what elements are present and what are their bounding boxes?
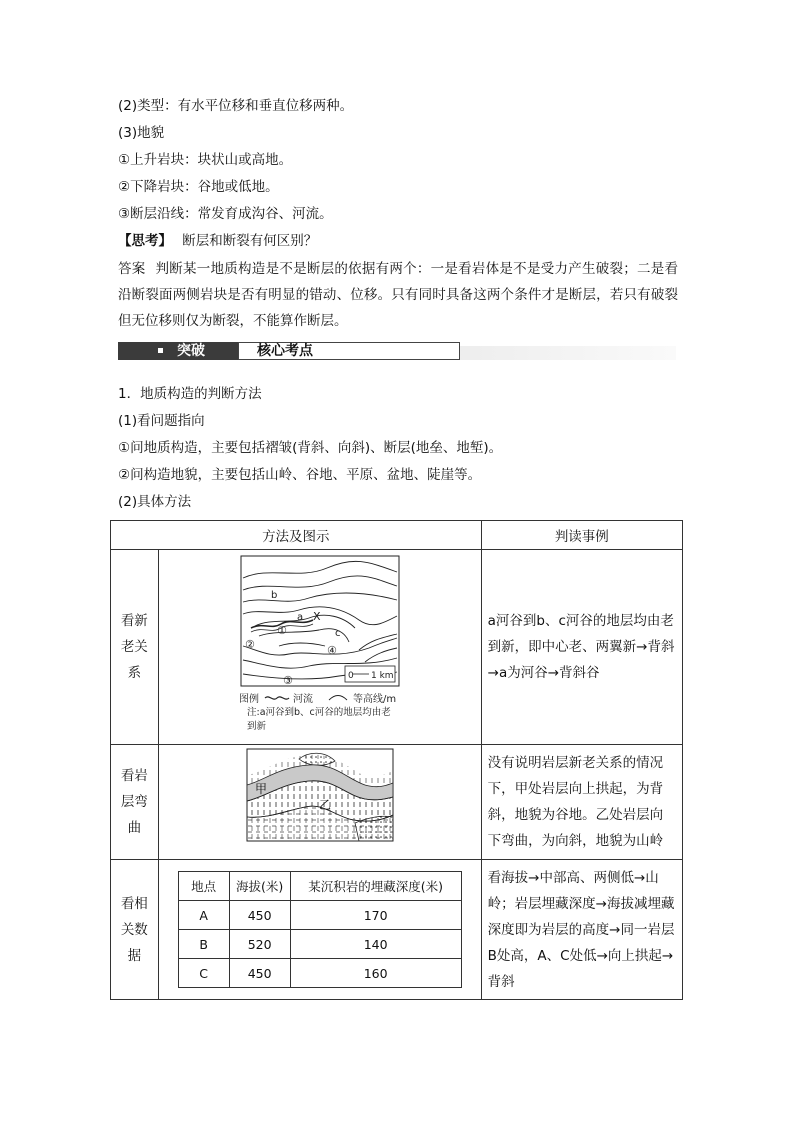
cell-site: B [178, 930, 229, 959]
think-label: 【思考】 [118, 233, 172, 249]
example-bending: 没有说明岩层新老关系的情况下，甲处岩层向上拱起，为背斜，地貌为谷地。乙处岩层向下弯曲，为向斜，地貌为山岭 [481, 745, 682, 860]
figure-cell-strata [158, 745, 481, 860]
inner-header-elevation: 海拔(米) [229, 872, 290, 901]
cell-elevation: 450 [229, 959, 290, 988]
table-header-row [111, 521, 683, 550]
landform-heading: (3)地貌 [118, 125, 165, 141]
cell-depth: 170 [290, 901, 461, 930]
table-row [111, 745, 683, 860]
map-label-4: ④ [326, 644, 337, 657]
legend-prefix: 图例 [238, 694, 259, 705]
methods-heading: 1．地质构造的判断方法 [118, 386, 262, 402]
row-label-old-new: 看新老关系 [111, 550, 159, 745]
inner-header-site: 地点 [178, 872, 229, 901]
table-row [111, 860, 683, 1000]
banner-dark-label: 突破 [177, 343, 205, 359]
river-legend-icon [265, 697, 289, 699]
cell-elevation: 450 [229, 901, 290, 930]
inner-header-depth: 某沉积岩的埋藏深度(米) [290, 872, 461, 901]
methods-table [110, 520, 683, 1000]
cell-elevation: 520 [229, 930, 290, 959]
label-yi: 乙 [318, 798, 331, 812]
data-table-cell [158, 860, 481, 1000]
label-jia: 甲 [254, 782, 267, 796]
cell-site: A [178, 901, 229, 930]
map-label-x: X [312, 610, 321, 623]
example-old-new: a河谷到b、c河谷的地层均由老到新，即中心老、两翼新→背斜→a为河谷→背斜谷 [481, 550, 682, 745]
figure-cell-geologic-map [158, 550, 481, 745]
scale-distance: 1 km [370, 671, 394, 681]
row-label-data: 看相关数据 [111, 860, 159, 1000]
map-label-3: ③ [282, 674, 293, 687]
map-label-c: c [334, 628, 341, 639]
methods-item-1: ①问地质构造，主要包括褶皱(背斜、向斜)、断层(地垒、地堑)。 [118, 440, 503, 456]
map-label-2: ② [244, 638, 255, 651]
header-example: 判读事例 [481, 521, 682, 550]
geologic-map-figure [159, 550, 481, 740]
inner-table-row [178, 901, 461, 930]
cell-site: C [178, 959, 229, 988]
elevation-depth-table [178, 871, 462, 988]
inner-table-row [178, 959, 461, 988]
banner-dark-tab [118, 342, 238, 360]
think-question-text: 断层和断裂有何区别？ [182, 233, 318, 249]
map-label-1: ① [276, 624, 287, 637]
answer-paragraph [118, 256, 678, 334]
scale-zero: 0 [347, 671, 354, 681]
contour-legend-icon [329, 696, 347, 701]
square-bullet-icon [158, 348, 163, 353]
map-note: 注:a河谷到b、c河谷的地层均由老到新 [246, 707, 391, 732]
map-label-a: a [296, 612, 303, 623]
header-method: 方法及图示 [111, 521, 482, 550]
methods-sub-2: (2)具体方法 [118, 494, 192, 510]
cell-depth: 160 [290, 959, 461, 988]
legend-contour: 等高线/m [352, 694, 396, 705]
landform-item-3: ③断层沿线：常发育成沟谷、河流。 [118, 206, 333, 222]
map-label-b: b [270, 590, 277, 601]
cell-depth: 140 [290, 930, 461, 959]
table-row [111, 550, 683, 745]
think-question [118, 231, 317, 251]
inner-table-row [178, 930, 461, 959]
methods-item-2: ②问构造地貌，主要包括山岭、谷地、平原、盆地、陡崖等。 [118, 467, 482, 483]
methods-sub-1: (1)看问题指向 [118, 413, 205, 429]
legend-river: 河流 [292, 694, 313, 705]
landform-item-2: ②下降岩块：谷地或低地。 [118, 179, 279, 195]
banner-light-tab [238, 342, 460, 360]
answer-label: 答案 [118, 261, 146, 277]
row-label-bending: 看岩层弯曲 [111, 745, 159, 860]
answer-text: 判断某一地质构造是不是断层的依据有两个：一是看岩体是不是受力产生破裂；二是看沿断裂面两侧岩块是否有明显的错动、位移。只有同时具备这两个条件才是断层，若只有破裂但无位移则仅为断裂，不能算作断层。 [118, 261, 679, 329]
example-data: 看海拔→中部高、两侧低→山岭；岩层埋藏深度→海拔减埋藏深度即为岩层的高度→同一岩层B处高，A、C处低→向上拱起→背斜 [481, 860, 682, 1000]
strata-bending-figure [159, 745, 481, 855]
inner-header-row [178, 872, 461, 901]
landform-item-1: ①上升岩块：块状山或高地。 [118, 152, 293, 168]
fault-type-line: (2)类型：有水平位移和垂直位移两种。 [118, 98, 354, 114]
section-banner [118, 342, 676, 362]
banner-light-label: 核心考点 [257, 343, 313, 359]
